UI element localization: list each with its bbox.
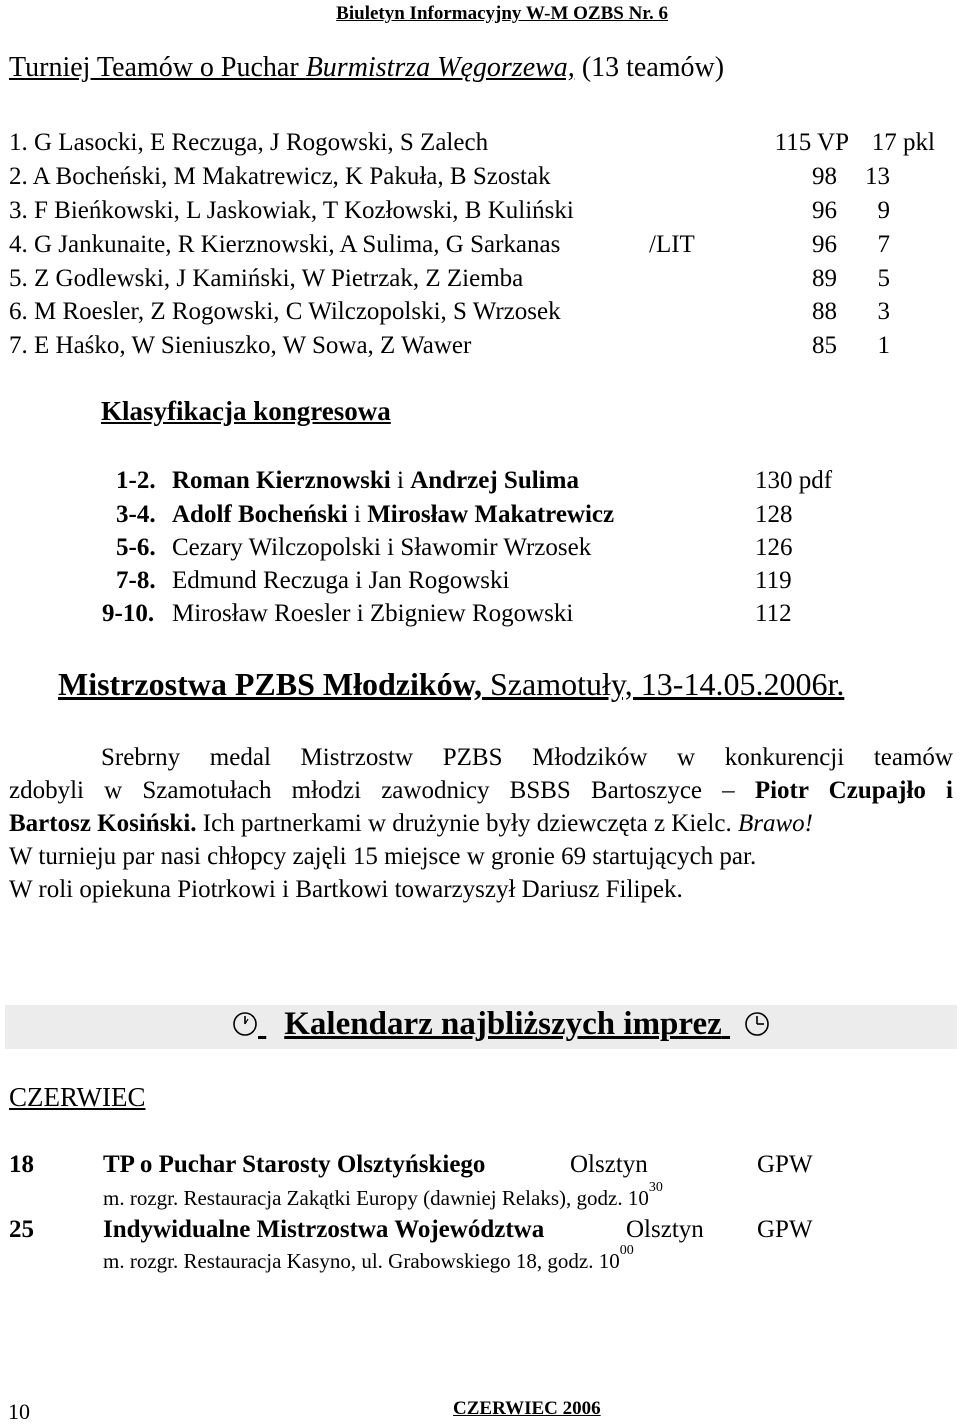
event-day: 25	[9, 1216, 34, 1243]
kongres-row-4	[0, 567, 960, 597]
paragraph-line-2	[9, 774, 953, 807]
calendar-title-text: Kalendarz najbliższych imprez	[284, 1006, 722, 1042]
tournament-title	[9, 52, 724, 84]
result-vp: 89	[812, 265, 837, 292]
clock-icon	[744, 1011, 770, 1037]
result-vp: 96	[812, 231, 837, 258]
kongres-pair: Cezary Wilczopolski i Sławomir Wrzosek	[172, 534, 592, 561]
result-name: 6. M Roesler, Z Rogowski, C Wilczopolski, S Wrzosek	[9, 298, 561, 325]
kongres-row-2	[0, 501, 960, 531]
title-part3: (13 teamów)	[574, 52, 725, 83]
event-time-minutes: 00	[619, 1243, 634, 1258]
result-name: 4. G Jankunaite, R Kierznowski, A Sulima, G Sarkanas	[9, 231, 561, 258]
bulletin-header: Biuletyn Informacyjny W-M OZBS Nr. 6	[336, 3, 668, 24]
calendar-title	[232, 1006, 770, 1043]
result-pkl: 1	[877, 332, 890, 359]
kongres-player-1: Adolf Bocheński	[172, 501, 348, 528]
kongres-pair	[172, 467, 579, 495]
event-details-text: m. rozgr. Restauracja Zakątki Europy (dawniej Relaks), godz. 10	[103, 1186, 649, 1210]
result-name: 7. E Haśko, W Sieniuszko, W Sowa, Z Wawer	[9, 332, 472, 359]
kongres-row-5	[0, 600, 960, 630]
event-details	[103, 1243, 634, 1274]
page-number: 10	[8, 1399, 30, 1424]
result-pkl: 7	[877, 231, 890, 258]
kongres-conj: i	[390, 467, 411, 494]
result-name: 3. F Bieńkowski, L Jaskowiak, T Kozłowski, B Kuliński	[9, 197, 574, 224]
paragraph-text: Srebrny medal Mistrzostw PZBS Młodzików w konkurencji teamów	[101, 744, 953, 771]
month-heading: CZERWIEC	[9, 1082, 146, 1112]
paragraph-names: Bartosz Kosiński.	[9, 810, 197, 837]
paragraph-line-4: W turnieju par nasi chłopcy zajęli 15 miejsce w gronie 69 startujących par.	[9, 843, 757, 870]
title-part2: Burmistrza Węgorzewa,	[305, 52, 575, 83]
kongres-player-2: Mirosław Makatrewicz	[367, 501, 615, 528]
result-name: 2. A Bocheński, M Makatrewicz, K Pakuła, B Szostak	[9, 163, 551, 190]
event-title: TP o Puchar Starosty Olsztyńskiego	[103, 1151, 486, 1178]
kongres-score: 128	[755, 501, 793, 528]
clock-icon	[232, 1011, 258, 1037]
event-type: GPW	[757, 1151, 813, 1178]
kongres-place: 7-8.	[116, 567, 156, 594]
result-row-7	[9, 332, 949, 362]
result-vp: 98	[812, 163, 837, 190]
paragraph-line-5: W roli opiekuna Piotrkowi i Bartkowi towarzyszył Dariusz Filipek.	[9, 876, 683, 903]
result-row-4	[9, 231, 949, 261]
kongres-place: 3-4.	[116, 501, 156, 528]
result-pkl: 5	[877, 265, 890, 292]
paragraph-line-3	[9, 807, 953, 840]
event-title: Indywidualne Mistrzostwa Województwa	[103, 1216, 545, 1243]
result-name: 5. Z Godlewski, J Kamiński, W Pietrzak, Z Ziemba	[9, 265, 524, 292]
event-time-minutes: 30	[648, 1180, 663, 1195]
paragraph-names: Piotr Czupajło i	[754, 777, 953, 804]
footer-issue: CZERWIEC 2006	[453, 1398, 601, 1419]
paragraph-brawo: Brawo!	[737, 810, 813, 837]
result-pkl: 13	[865, 163, 890, 190]
kongres-conj: i	[347, 501, 368, 528]
result-row-3	[9, 197, 949, 227]
kongres-score: 130 pdf	[755, 467, 833, 494]
kongres-score: 112	[755, 600, 792, 627]
result-vp: 85	[812, 332, 837, 359]
event-day: 18	[9, 1151, 34, 1178]
event-city: Olsztyn	[626, 1216, 704, 1243]
result-country: /LIT	[649, 231, 695, 258]
result-vp: 115 VP	[774, 129, 849, 156]
kongres-place: 9-10.	[102, 600, 155, 627]
paragraph-text: zdobyli w Szamotułach młodzi zawodnicy BSBS Bartoszyce –	[9, 777, 755, 804]
event-city: Olsztyn	[570, 1151, 648, 1178]
kongres-title: Klasyfikacja kongresowa	[101, 396, 391, 426]
result-vp: 96	[812, 197, 837, 224]
result-row-5	[9, 265, 949, 295]
mistrzostwa-heading	[58, 666, 844, 703]
kongres-pair: Edmund Reczuga i Jan Rogowski	[172, 567, 510, 594]
result-row-2	[9, 163, 949, 193]
result-pkl: 3	[877, 298, 890, 325]
result-pkl: 17 pkl	[871, 129, 935, 156]
event-details-text: m. rozgr. Restauracja Kasyno, ul. Grabowskiego 18, godz. 10	[103, 1249, 620, 1273]
kongres-pair: Mirosław Roesler i Zbigniew Rogowski	[172, 600, 574, 627]
kongres-player-2: Andrzej Sulima	[410, 467, 579, 494]
kongres-row-1	[0, 467, 960, 497]
kongres-player-1: Roman Kierznowski	[172, 467, 391, 494]
result-row-6	[9, 298, 949, 328]
result-pkl: 9	[877, 197, 890, 224]
result-vp: 88	[812, 298, 837, 325]
kongres-place: 5-6.	[116, 534, 156, 561]
kongres-pair	[172, 501, 614, 529]
event-type: GPW	[757, 1216, 813, 1243]
result-row-1	[9, 129, 949, 159]
mistrzostwa-rest: Szamotuły, 13-14.05.2006r.	[481, 666, 845, 702]
result-name: 1. G Lasocki, E Reczuga, J Rogowski, S Zalech	[9, 129, 489, 156]
mistrzostwa-bold: Mistrzostwa PZBS Młodzików,	[58, 666, 482, 702]
kongres-row-3	[0, 534, 960, 564]
kongres-score: 119	[755, 567, 792, 594]
paragraph-text: Ich partnerkami w drużynie były dziewczęta z Kielc.	[196, 810, 738, 837]
title-part1: Turniej Teamów o Puchar	[9, 52, 306, 83]
event-details	[103, 1180, 663, 1211]
kongres-place: 1-2.	[116, 467, 156, 494]
kongres-score: 126	[755, 534, 793, 561]
